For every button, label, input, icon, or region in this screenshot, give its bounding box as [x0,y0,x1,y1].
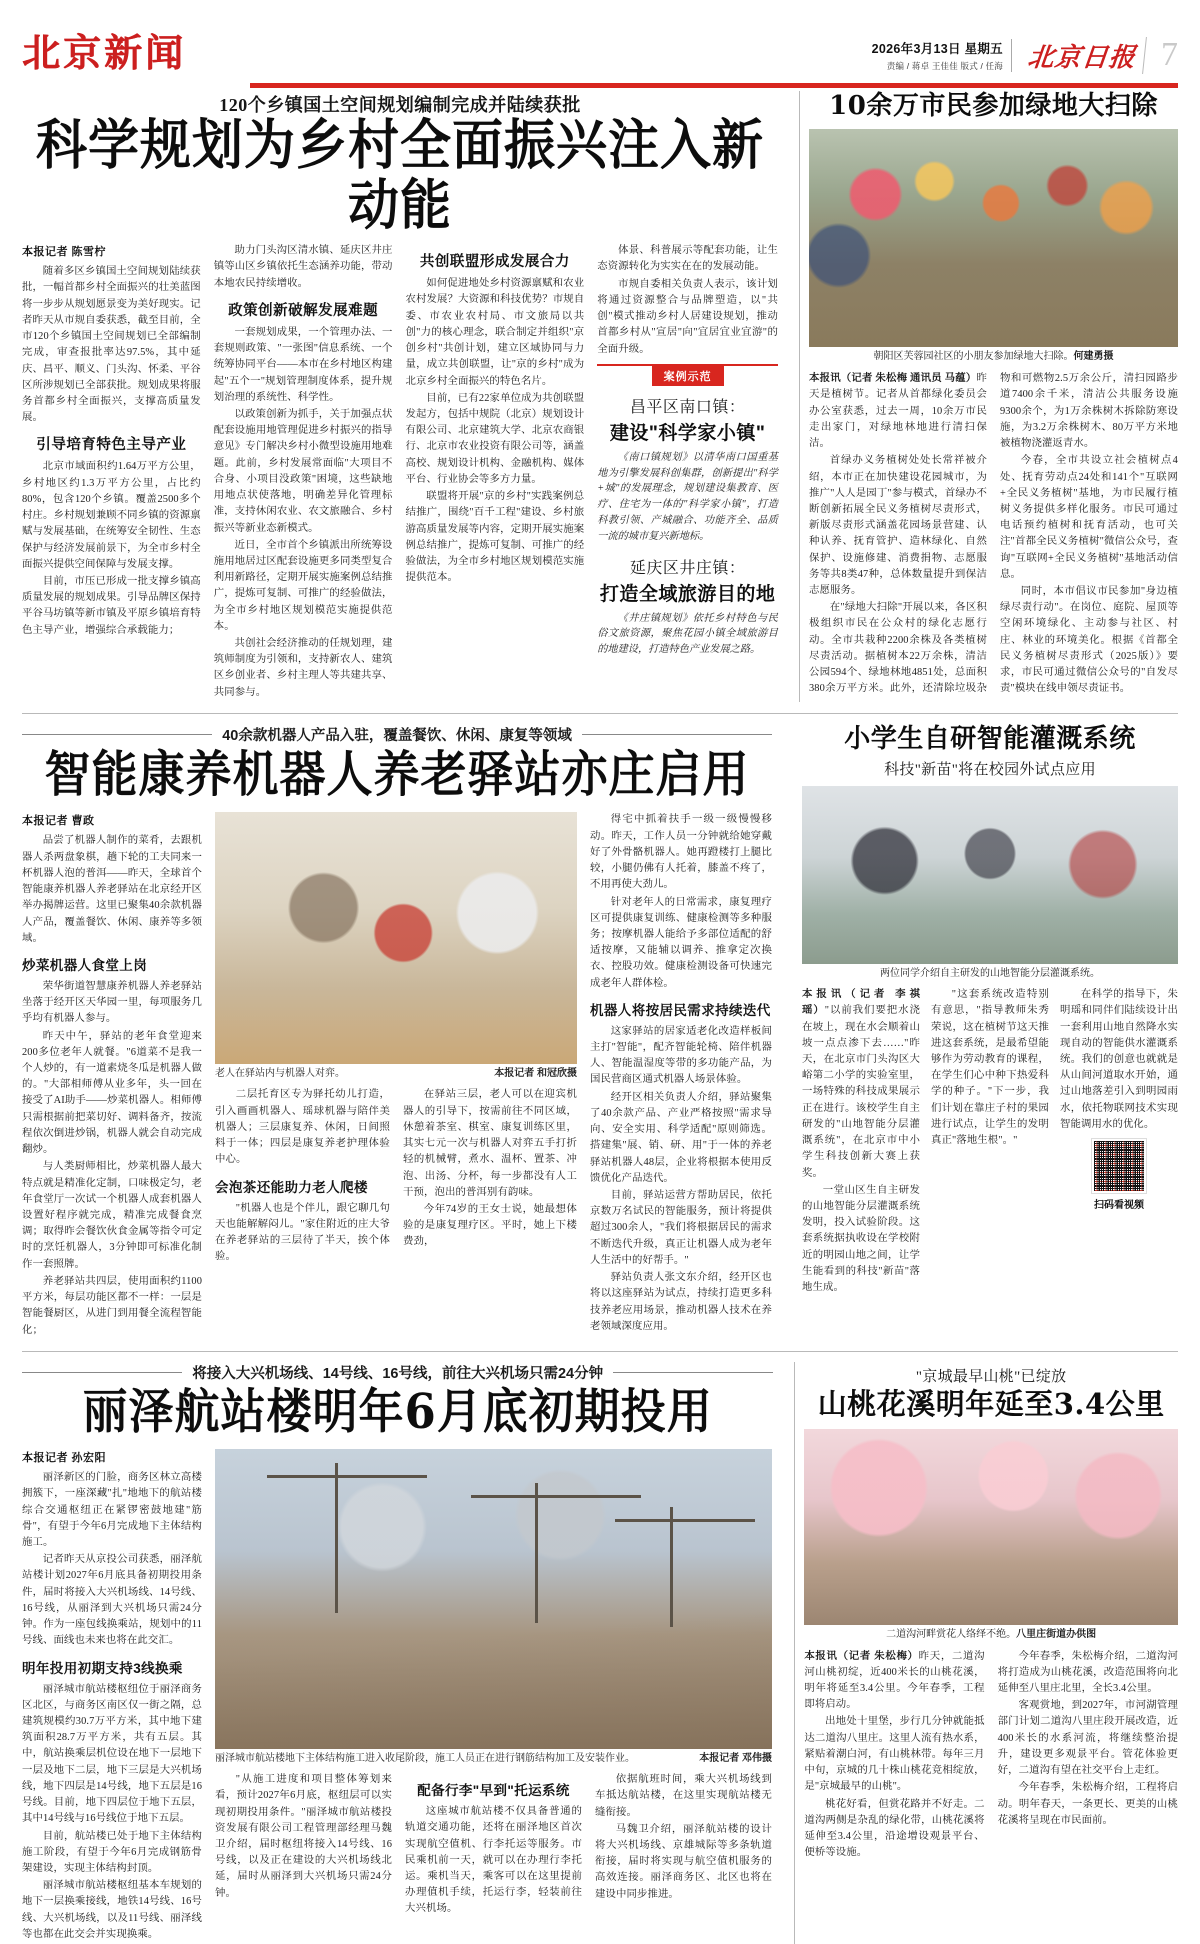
case-item [597,394,778,545]
airport-photo [215,1449,772,1749]
lead-headline: 科学规划为乡村全面振兴注入新动能 [35,113,764,238]
robot-col-1 [22,812,202,1339]
photo-credit: 本报记者 和冠欣摄 [494,1068,577,1080]
airport-intro: 丽泽新区的门脸，商务区林立高楼拥簇下，一座深藏"扎"地地下的航站楼综合交通枢纽正在紧锣密鼓地建"筋骨"，有望于今年6月完成地下主体结构施工。 记者昨天从京投公司获悉，丽泽航站楼计划2027年6月底具备初期投用条件，届时将接入大兴机场线、14号线、16号线，从丽泽到大兴机场只需24分钟。作为一座包线换乘站，规划中的11号线、面线也未来也将在此交汇。 [22,1472,202,1647]
crane-mast-icon [670,1507,673,1627]
caption-text: 丽泽城市航站楼地下主体结构施工进入收尾阶段，施工人员正在进行钢筋结构加工及安装作业。 [215,1753,635,1765]
airport-subhead-2: 配备行李"早到"托运系统 [417,1783,570,1799]
robot-shoulder-headline: 40余款机器人产品入驻，覆盖餐饮、休闲、康复等领域 [22,724,772,745]
crane-jib-icon [267,1475,427,1478]
peach-body: 本报讯（记者 朱松梅）昨天，二道沟河山桃初绽，近400米长的山桃花溪，明年将延至3.4公里。今年春季，工程即将启动。 出地处十里堡，步行几分钟就能抵达二道沟八里庄。这里人流有热水系，紧贴着潮白河，有山桃林带。每年三月中旬，京城的几十株山桃花竞相绽放，是"京城最早的山桃"。 桃花好看，但赏花路并不好走。二道沟两侧是杂乱的绿化带，山桃花溪将延伸至3.4公里，沿途增设观景平台、便桥等设施。 今年春季，朱松梅介绍，二道沟河将打造成为山桃花溪，改造范围将向北延伸至八里庄北里，全长3.4公里。 客观赏地，到2027年，市河湖管理部门计划二道沟八里庄段开展改造，近400米长的水系河流，将继续整治提升，建设更多观景平台。管花体验更好，二道沟有望在社交平台上走红。 今年春季，朱松梅介绍，工程将启动。明年春天，一条更长、更美的山桃花溪将呈现在市民面前。 [804,1650,1178,1859]
greening-body: 本报讯（记者 朱松梅 通讯员 马蕴）昨天是植树节。记者从首都绿化委员会办公室获悉，过去一周，10余万市民走出家门，对绿地林地进行清扫保洁。 首绿办义务植树处处长常祥被介绍，本市正在加快建设花园城市，为推广"人人是园丁"参与模式，首绿办不断创新拓展全民义务植树尽责形式，新版尽责形式涵盖花园场景营建、认种认养、抚育管护、造林绿化、自然保护、设施修建、消费捐物、志愿服务等共8类47种，总体数量提升到保洁志愿服务。 在"绿地大扫除"开展以来，各区积极组织市民在公众村的绿化志愿行动。全市共栽种2200余株及各类植树尽责活动。据植树本22万余株，清洁公园594个、绿地林地4851处，总面积380余万平方米。此外，还清除垃圾杂物和可燃物2.5万余公斤，清扫园路步道7400余千米，清洁公共服务设施9300余个，为1万余株树木拆除防寒设施，为3.2万余株树木、80万平方米地被植物浇灌返青水。 今春，全市共设立社会植树点4处、抚育劳动点24处和141个"互联网+全民义务植树"基地，为市民履行植树义务提供多样化服务。市民可通过电话预约植树和抚育活动，也可关注"首都全民义务植树"微信公众号，查询"互联网+全民义务植树"基地活动信息。 同时，本市倡议市民参加"身边植绿尽责行动"。在岗位、庭院、屋顶等空闲环境绿化、主动参与社区、村庄、林业的环境美化。根据《首都全民义务植树尽责形式（2025版）》要求，市民可通过微信公众号的"自发尽责"模块在线申领尽责证书。 [808,373,1178,695]
airport-byline: 本报记者 孙宏阳 [22,1452,107,1465]
case-body: 《南口镇规划》以清华南口国重基地为引擎发展科创集群，创新提出"科学+城"的发展理念，规划建设集教育、医疗、住宅为一体的"科学家小镇"，打造科教引领、产城融合、功能齐全、品质一流的城市复兴新地标。 [597,451,778,542]
airport-col-1 [22,1449,202,1944]
crane-jib-icon [471,1495,641,1498]
greening-photo [809,129,1178,347]
case-study-tag: 案例示范 [652,366,724,386]
lead-byline: 本报记者 陈雪柠 [22,246,107,259]
robot-col-2: 二层托育区专为驿托幼儿打造，引入画画机器人、瑶球机器与陪伴美机器人；三层康复养、休闲，日间照料于一体；四层是康复养老护理体验中心。 会泡茶还能助力老人爬楼 "机器人也是个伴儿，跟它聊几句天也能解解闷儿。"家住附近的庄大爷在养老驿站的三层待了半天，挨个体验。 [215,1087,390,1266]
peach-byline: 本报讯（记者 朱松梅） [804,1650,919,1662]
robot-body-3: 这家驿站的居家适老化改造样板间主打"智能"，配齐智能轮椅、陪伴机器人、智能温湿度等带的多功能产品，为国民营商区通式机器人场景体验。 经开区相关负责人介绍，驿站聚集了40余款产品、产业严格按照"需求导向、安全实用、科学适配"原则筛选。搭建集"展、销、研、用"于一体的养老驿站机器人48层，企业将根据本使用反馈优化产品迭代。 目前，驿站运营方帮助居民，依托京数万名试民的智能服务，预计将提供超过300余人，"我们将根据居民的需求不断迭代升级，真正让机器人成为老年人生活中的好帮手。" 驿站负责人张文东介绍，经开区也将以这座驿站为试点，持续打造更多科技养老应用场景，推动机器人技术在养老领域深度应用。 [590,1025,772,1332]
lead-subhead-2: 政策创新破解发展难题 [228,302,379,319]
robot-subhead-3: 机器人将按居民需求持续迭代 [590,1002,771,1018]
caption-text: 二道沟河畔赏花人络绎不绝。 [886,1628,1017,1640]
case-location: 昌平区南口镇： [629,398,746,416]
case-item [597,555,778,658]
peach-shoulder-headline: "京城最早山桃"已绽放 [915,1368,1067,1385]
newspaper-name: 北京日报 [1018,37,1147,74]
middle-section [22,724,1178,1340]
crane-jib-icon [615,1519,755,1522]
case-title: 打造全域旅游目的地 [599,583,776,605]
section-divider-2 [22,1351,1178,1352]
robot-photo [215,812,577,1064]
case-title: 建设"科学家小镇" [609,422,766,444]
irrigation-photo [802,786,1178,964]
irrigation-article [802,724,1178,1340]
column-divider [794,1362,795,1944]
robot-body-1: 荣华街道智慧康养机器人养老驿站坐落于经开区天华园一里，每项服务几乎均有机器人参与。 昨天中午，驿站的老年食堂迎来200多位老年人就餐。"6道菜不是我一个人炒的，有一道素烧冬瓜是机器人做的。"大部相师傅从业多年，头一回在接受了AI助手——炒菜机器人。相师傅只需根据前把菜切好、调料备齐，按流程依次倒进炒锅，机器人就会自动完成翻炒。 与人类厨师相比，炒菜机器人最大特点就是精准化定制，口味极定匀，老年食堂厅一次试一个机器人成套机器人设置好程序就完成，精准完成餐食烹调；取得昨会餐饮伙食金属等指令可定时的烹饪机器人，3分钟即可标准化制作一套照牌。 养老驿站共四层，使用面积约1100平方米，每层功能区都不一样：一层是智能餐厨区，从进门到用餐全流程智能化； [22,980,202,1336]
case-study-box [597,364,778,658]
crane-mast-icon [335,1463,338,1613]
peach-article [804,1362,1178,1944]
irrigation-col-3: 在科学的指导下，朱明瑶和同伴们陆续设计出一套利用山地自然降水实现自动的智能供水灌溉系统。我们的创意也就就是从山间河道取水开始，通过山地落差引入到明园雨水，依托物联网技术实现智能调用水的优化。 扫码看视频 [1060,989,1178,1212]
lead-col-1 [22,243,201,702]
robot-body-2b: 在驿站三层，老人可以在迎宾机器人的引导下，按需前往不同区域，休憩着茶室、棋室、康复训练区里，其实七元一次与机器人对弈五手打折轻的机械臂，煮水、温杯、置茶、冲泡、出汤、分杯，每一步都没有人工干预，泡出的普洱别有韵味。 今年74岁的王女士说，她最想体验的是康复理疗区。平时，她上下楼费劲， [403,1089,577,1248]
airport-subhead-1: 明年投用初期支持3线换乘 [22,1660,183,1676]
lead-col2-top: 助力门头沟区清水镇、延庆区井庄镇等山区乡镇依托生态涵养功能，带动本地农民持续增收。 [213,245,393,289]
photo-credit: 何建勇摄 [1073,351,1114,363]
greening-photo-caption [809,347,1178,364]
greening-byline: 本报讯（记者 朱松梅 通讯员 马蕴） [808,373,977,385]
robot-headline: 智能康养机器人养老驿站亦庄启用 [44,745,750,803]
robot-photo-caption [215,1064,577,1081]
irrigation-photo-caption [802,964,1178,981]
masthead-right [872,37,1178,78]
lead-body-2: 一套规划成果，一个管理办法、一套规则政策、"一张图"信息系统、一个统筹协同平台——本市在乡村地区构建起"五个一"规划管理制度体系，提升规划治理的系统性、科学性。 以政策创新为抓手，关于加强点状配套设施用地管理促进乡村振兴的指导意见》专门解决乡村小微型设施用地难题。此前，乡村发展常面临"大项目不合身、小项目没政策"困境，这些缺地用地点状使落地，明确差异化管理标准，支持休闲农业、农文旅融合、乡村振兴等新业态新模式。 近日，全市首个乡镇派出所统筹设施用地居过区配套设施更多同类型复合利用新路径，定期开展实施案例总结推广，提炼可复制、可推广的经验做法，为全市乡村地区规划模范实施提供范本。 共创社会经济推动的任规划理，建筑师制度为引领和，支持新农人、建筑区乡创业者、乡村主理人等共建共享、共同参与。 [213,326,393,698]
airport-photo-caption [215,1749,772,1766]
lead-col-4 [597,243,778,702]
greening-article [809,91,1178,702]
caption-text: 两位同学介绍自主研发的山地智能分层灌溉系统。 [880,968,1100,980]
irrigation-headline: 小学生自研智能灌溉系统 [844,723,1136,754]
irrigation-col-1: 本报讯（记者 李祺瑶）"以前我们要把水浇在坡上，现在水会顺着山坡一点点渗下去……"昨天，在北京市门头沟区大峪第二小学的实验室里，一场特殊的科技成果展示正在进行。该校学生自主研发的"山地智能分层灌溉系统"，在北京市中小学生科技创新大赛上获奖。 一堂山区生自主研发的山地智能分层灌溉系统发明，投入试验阶段。这套系统据执收设在学校附近的明园山地之间，让学生能看到的科技"新苗"落地生成。 [802,989,920,1294]
robot-col-3 [403,1087,577,1266]
lead-article [22,91,790,702]
caption-text: 老人在驿站内与机器人对弈。 [215,1068,345,1080]
page-number: 7 [1161,36,1178,74]
robot-col-2-3 [215,812,577,1339]
robot-byline: 本报记者 曹政 [22,815,95,828]
qr-code-block[interactable] [1060,1139,1178,1211]
irrigation-shoulder-headline: 科技"新苗"将在校园外试点应用 [884,762,1096,779]
lead-body-3: 如何促进地处乡村资源禀赋和农业农村发展？大资源和科技优势？市规自委、市农业农村局、市文旅局以共创"力的核心理念，联合制定并组织"京创乡村"共创计划，建立区域协同与力量，成立共创联盟，让"京的乡村"成为北京乡村全面振兴的特色名片。 目前，已有22家单位成为共创联盟发起方，包括中规院（北京）规划设计有限公司、北京建筑大学、北京农商银行、北京市农业投资有限公司等，涵盖高校、规划设计机构、金融机构、媒体平台、行业协会等多方力量。 联盟将开展"京的乡村"实践案例总结推广，围绕"百千工程"建设、乡村旅游高质量发展等内容，定期开展实施案例总结推广，提炼可复制、可推广的经验做法，为全市乡村地区规划模范实施提供范本。 [405,278,585,584]
top-section [22,91,1178,702]
airport-col-4: 依据航班时间，乘大兴机场线到车抵达航站楼，在这里实现航站楼无缝衔接。 马魏卫介绍，丽泽航站楼的设计将大兴机场线、京雄城际等多条轨道衔接，届时将实现与航空值机服务的高效连接。丽泽商务区、北区也将在建设中同步推进。 [595,1774,772,1900]
section-divider-1 [22,713,1178,714]
masthead [22,14,1178,78]
lead-col-3 [406,243,585,702]
lead-col4-top: 体景、科普展示等配套功能，让生态资源转化为实实在在的发展动能。 市规自委相关负责人表示，该计划将通过资源整合与品牌塑造，以"共创"模式推动乡村人居建设规划，推动首都乡村从"宣居"向"宜居宜业宜游"的全面升级。 [597,245,778,355]
robot-intro: 品尝了机器人制作的菜肴，去跟机器人杀两盘象棋，趟下轮的工夫同来一杯机器人泡的普洱——昨天，全球首个智能康养机器人养老驿站在北京经开区举办揭牌运营。这里已聚集40余款机器人产品，覆盖餐饮、休闲、康养等多领域。 [22,835,202,944]
lead-subhead-1: 引导培育特色主导产业 [36,437,187,454]
peach-headline: 山桃花溪明年延至3.4公里 [817,1386,1165,1421]
photo-credit: 八里庄街道办供图 [1016,1628,1097,1640]
lead-subhead-3: 共创联盟形成发展合力 [419,254,570,271]
greening-headline: 10余万市民参加绿地大扫除 [829,91,1158,121]
lead-intro: 随着多区乡镇国土空间规划陆续获批，一幅首都乡村全面振兴的壮美蓝图将一步步从规划愿景变为美好现实。记者昨天从市规自委获悉，截至目前，全市120个乡镇国土空间规划已全部编制完成，审查报批率达97.5%，其中延庆、昌平、顺义、门头沟、怀柔、平谷区所涉规划已全部获批。规划成果将服务首都乡村全面振兴，支撑高质量发展。 [22,266,201,424]
caption-text: 朝阳区芙蓉园社区的小朋友参加绿地大扫除。 [873,351,1074,363]
robot-subhead-2: 会泡茶还能助力老人爬楼 [215,1179,368,1195]
case-location: 延庆区井庄镇： [629,559,746,577]
case-body: 《井庄镇规划》依托乡村特色与民俗文旅资源，聚焦花园小镇全域旅游目的地建设，打造特色产业发展之路。 [597,612,778,656]
column-divider [799,91,800,702]
airport-headline: 丽泽航站楼明年6月底初期投用 [82,1383,713,1440]
photo-credit: 本报记者 邓伟摄 [699,1753,772,1765]
irrigation-col-2: "这套系统改造特别有意思，"指导教师朱秀荣说，这在植树节这天推进这套系统，是最希望能够作为劳动教育的课程，在学生们心中种下热爱科学的种子。"下一步，我们计划在靠庄子村的果园进行试点，让学生的发明真正"落地生根"。" [931,989,1049,1147]
peach-photo-caption [804,1625,1178,1642]
lead-col-2 [214,243,393,702]
robot-col4-top: 得宅中抓着扶手一级一级慢慢移动。昨天，工作人员一分钟就给她穿戴好了外骨骼机器人。她再蹬楼打上腿比较，小腿仍佛有人托着，膝盖不疼了，不用再使大劲儿。 针对老年人的日常需求，康复理疗区可提供康复训练、健康检测等多种服务；按摩机器人能给予多部位适配的舒适按摩，又能辅以调养、推拿定次换衣、控股功效。健康检测设备可快速完成老年人群体检。 [590,814,772,989]
editor-credits: 责编 / 蒋卓 王佳佳 版式 / 任海 [886,61,1003,71]
peach-photo [804,1429,1178,1625]
publication-date: 2026年3月13日 星期五 [871,42,1003,56]
airport-article [22,1362,785,1944]
robot-body-2a: "机器人也是个伴儿，跟它聊几句天也能解解闷儿。"家住附近的庄大爷在养老驿站的三层待了半天，挨个体验。 [215,1202,390,1263]
bottom-section [22,1362,1178,1944]
qr-code-label: 扫码看视频 [1094,1200,1144,1212]
crane-mast-icon [535,1483,538,1623]
airport-col-2: "从施工进度和项目整体筹划来看，预计2027年6月底，枢纽层可以实现初期投用条件。"丽泽城市航站楼投资发展有限公司工程管理部经理马魏卫介绍，届时枢纽将接入14号线、16号线，以及正在建设的大兴机场线北延，届时从丽泽到大兴机场只需24分钟。 [215,1774,392,1899]
robot-article [22,724,784,1340]
robot-col-4 [590,812,772,1339]
airport-col-3: 配备行李"早到"托运系统 这座城市航站楼不仅具备普通的轨道交通功能，还将在丽泽地区首次实现航空值机、行李托运等服务。市民乘机前一天，就可以在办理行李托运。乘机当天，乘客可以在这里提前办理值机手续，托运行李，轻装前往大兴机场。 [405,1772,582,1919]
airport-col-2-4 [215,1449,772,1944]
airport-shoulder-headline: 将接入大兴机场线、14号线、16号线，前往大兴机场只需24分钟 [22,1362,773,1383]
irrigation-byline: 本报讯（记者 李祺瑶） [802,989,920,1017]
lead-body-1: 北京市域面积约1.64万平方公里，乡村地区约1.3万平方公里，占比约80%，包含120个乡镇。覆盖2500多个村庄。乡村规划兼顾不同乡镇的资源禀赋与发展基础，在统筹安全韧性、生态保护与经济发展前景下，为全市乡村全面振兴提供空间保障与发展支撑。 目前，市压已形成一批支撑乡镇高质量发展的规划成果。引导品牌区保持平谷马坊镇等新市镇及平原乡镇培育特色主导产业，增强综合承载能力； [22,461,201,636]
airport-body-1: 丽泽城市航站楼枢纽位于丽泽商务区北区，与商务区南区仅一街之隔，总建筑规模约30.7万平方米，其中地下建筑面积28.7万平方米，共有五层。其中，航站换乘层机位设在地下一层地下一层及地下二层，地下三层是大兴机场线，地下四层是14号线，地下五层是16号线。目前，地下四层位于地下五层，其中14号线与16号线位于地下五层。 目前，航站楼已处于地下主体结构施工阶段，有望于今年6月完成钢筋骨架建设，实现主体结构封顶。 丽泽城市航站楼枢纽基本车规划的地下一层换乘接线，地铁14号线、16号线、大兴机场线，以及11号线、丽泽线等也都在此交会并实现换乘。 [22,1683,202,1940]
section-logo: 北京新闻 [22,30,187,75]
robot-subhead-1: 炒菜机器人食堂上岗 [22,957,148,973]
qr-code-icon[interactable] [1092,1139,1146,1193]
lead-shoulder-headline: 120个乡镇国土空间规划编制完成并陆续获批 [219,95,581,115]
date-block [872,39,1012,72]
